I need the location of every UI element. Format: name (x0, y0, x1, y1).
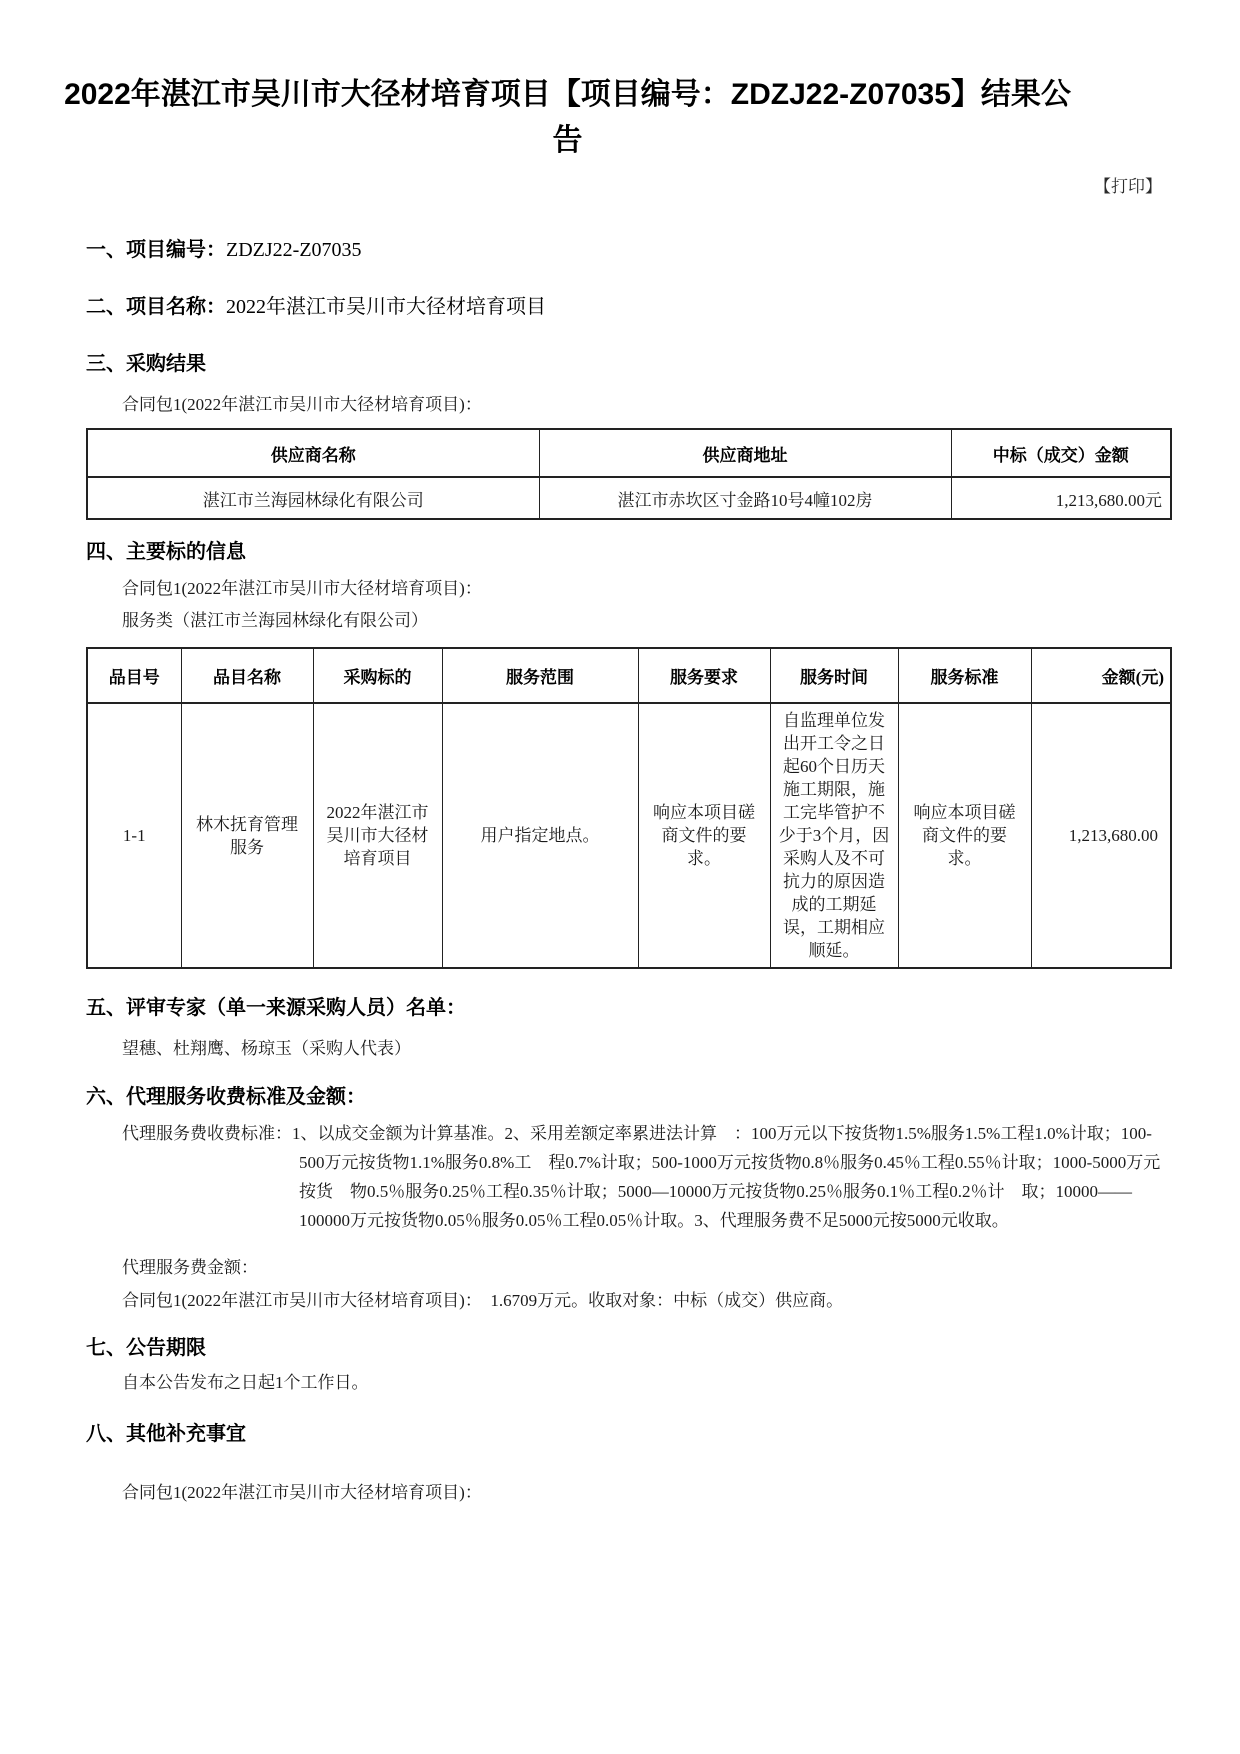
project-number-value: ZDZJ22-Z07035 (226, 239, 362, 261)
agency-fee-amount-label: 代理服务费金额： (122, 1258, 258, 1277)
supplier-table-row (87, 477, 1171, 519)
cell-supplier-name: 湛江市兰海园林绿化有限公司 (87, 477, 539, 519)
section-heading-other-matters: 八、其他补充事宜 (86, 1423, 246, 1445)
cell-service-standard: 响应本项目磋商文件的要求。 (898, 703, 1031, 968)
agency-fee-standard: 代理服务费收费标准：1、以成交金额为计算基准。2、采用差额定率累进法计算 ：100万元以下按货物1.5%服务1.5%工程1.0%计取；100-500万元按货物1.1%服务0.8%工 程0.7%计取；500-1000万元按货物0.8％服务0.45％工程0.55％计取；1000-5000万元按货 物0.5％服务0.25％工程0.35％计取；5000—10000万元按货物0.25％服务0.1％工程0.2％计 取；10000——100000万元按货物0.05％服务0.05％工程0.05％计取。3、代理服务费不足5000元按5000元收取。 (122, 1124, 1161, 1230)
package-line: 合同包1(2022年湛江市吴川市大径材培育项目)： (122, 579, 482, 598)
supplier-table-header-row (87, 429, 1171, 477)
column-header-service-scope: 服务范围 (442, 648, 638, 703)
section-label: 一、项目编号： (86, 239, 226, 261)
supplier-table (86, 428, 1172, 520)
column-header-procurement-subject: 采购标的 (313, 648, 442, 703)
cell-amount: 1,213,680.00 (1031, 703, 1171, 968)
package-line: 合同包1(2022年湛江市吴川市大径材培育项目)： (122, 1483, 482, 1502)
column-header-service-standard: 服务标准 (898, 648, 1031, 703)
column-header-supplier-address: 供应商地址 (539, 429, 951, 477)
expert-names: 望穗、杜翔鹰、杨琼玉（采购人代表） (122, 1039, 411, 1058)
cell-supplier-address: 湛江市赤坎区寸金路10号4幢102房 (539, 477, 951, 519)
section-heading-project-number (86, 238, 1170, 262)
subject-table (86, 647, 1172, 969)
announcement-content (86, 238, 1170, 1504)
column-header-award-amount: 中标（成交）金额 (951, 429, 1171, 477)
column-header-item-name: 品目名称 (181, 648, 313, 703)
section-heading-agency-fee: 六、代理服务收费标准及金额： (86, 1086, 366, 1108)
cell-item-number: 1-1 (87, 703, 181, 968)
cell-service-requirement: 响应本项目磋商文件的要求。 (638, 703, 770, 968)
column-header-service-time: 服务时间 (770, 648, 898, 703)
announcement-period-text: 自本公告发布之日起1个工作日。 (122, 1373, 369, 1392)
package-line: 合同包1(2022年湛江市吴川市大径材培育项目)： (122, 395, 482, 414)
column-header-supplier-name: 供应商名称 (87, 429, 539, 477)
print-button[interactable]: 【打印】 (1094, 177, 1162, 196)
cell-procurement-subject: 2022年湛江市吴川市大径材培育项目 (313, 703, 442, 968)
section-heading-announcement-period: 七、公告期限 (86, 1337, 206, 1359)
column-header-amount: 金额(元) (1031, 648, 1171, 703)
cell-service-time: 自监理单位发出开工令之日起60个日历天施工期限，施工完毕管护不少于3个月，因采购人及不可抗力的原因造成的工期延误，工期相应顺延。 (770, 703, 898, 968)
section-heading-procurement-result: 三、采购结果 (86, 353, 206, 375)
section-heading-experts: 五、评审专家（单一来源采购人员）名单： (86, 997, 466, 1019)
column-header-item-number: 品目号 (87, 648, 181, 703)
subject-table-row (87, 703, 1171, 968)
cell-award-amount: 1,213,680.00元 (951, 477, 1171, 519)
cell-service-scope: 用户指定地点。 (442, 703, 638, 968)
cell-item-name: 林木抚育管理服务 (181, 703, 313, 968)
agency-fee-amount-line: 合同包1(2022年湛江市吴川市大径材培育项目)： 1.6709万元。收取对象：中标（成交）供应商。 (122, 1291, 844, 1310)
section-heading-project-name (86, 295, 1170, 319)
section-label: 二、项目名称： (86, 296, 226, 318)
section-heading-main-subject: 四、主要标的信息 (86, 541, 246, 563)
project-name-value: 2022年湛江市吴川市大径材培育项目 (226, 296, 546, 318)
service-category-line: 服务类（湛江市兰海园林绿化有限公司） (122, 611, 428, 630)
subject-table-header-row (87, 648, 1171, 703)
print-row (0, 172, 1240, 194)
column-header-service-requirement: 服务要求 (638, 648, 770, 703)
page-title: 2022年湛江市吴川市大径材培育项目【项目编号：ZDZJ22-Z07035】结果公告 (64, 78, 1071, 157)
